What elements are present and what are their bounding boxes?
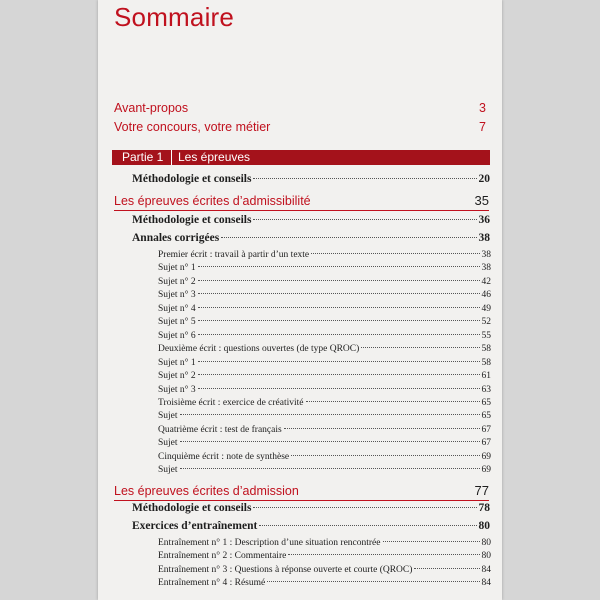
toc-entry-label: Quatrième écrit : test de français	[158, 424, 282, 435]
section-rule	[114, 500, 489, 501]
toc-entry-page: 80	[481, 551, 491, 562]
leader	[221, 237, 476, 238]
leader	[288, 554, 479, 555]
toc-entry-label: Exercices d’entraînement	[132, 520, 258, 532]
toc-entry[interactable]	[132, 232, 490, 244]
toc-entry-label: Sujet n° 5	[158, 317, 196, 328]
toc-entry[interactable]	[158, 411, 491, 421]
toc-entry-label: Cinquième écrit : note de synthèse	[158, 451, 290, 462]
toc-entry-label: Entraînement n° 4 : Résumé	[158, 578, 266, 589]
toc-entry[interactable]	[158, 277, 491, 287]
leader	[180, 441, 480, 442]
toc-entry-page: 55	[481, 330, 491, 341]
leader	[259, 525, 476, 526]
leader	[284, 428, 480, 429]
toc-entry-page: 80	[478, 520, 490, 532]
toc-entry[interactable]	[158, 317, 491, 327]
toc-entry-label: Sujet n° 6	[158, 330, 196, 341]
toc-entry-label: Méthodologie et conseils	[132, 502, 252, 514]
toc-entry-page: 38	[481, 263, 491, 274]
toc-entry-label: Sujet n° 1	[158, 263, 196, 274]
toc-entry-page: 42	[481, 276, 491, 287]
section-heading[interactable]	[114, 193, 489, 208]
toc-entry-page: 63	[481, 384, 491, 395]
leader	[198, 388, 480, 389]
leader	[291, 455, 479, 456]
toc-entry[interactable]	[158, 344, 491, 354]
toc-entry[interactable]	[158, 438, 491, 448]
section-page: 35	[474, 193, 489, 208]
toc-entry[interactable]	[158, 371, 491, 381]
toc-entry-label: Annales corrigées	[132, 232, 220, 244]
toc-entry-page: 69	[481, 465, 491, 476]
toc-page	[98, 0, 502, 600]
toc-entry-label: Sujet	[158, 411, 178, 422]
leader	[198, 334, 480, 335]
section-heading[interactable]	[114, 483, 489, 498]
leader	[267, 581, 479, 582]
toc-entry-page: 67	[481, 438, 491, 449]
toc-entry-page: 80	[481, 538, 491, 548]
leader	[198, 307, 480, 308]
toc-entry-page: 20	[478, 173, 490, 185]
toc-entry-page: 69	[481, 451, 491, 462]
toc-entry[interactable]	[158, 425, 491, 435]
toc-entry[interactable]	[132, 520, 490, 532]
toc-entry-label: Sujet n° 3	[158, 290, 196, 301]
leader	[383, 541, 480, 542]
toc-entry[interactable]	[158, 331, 491, 341]
toc-entry-page: 67	[481, 424, 491, 435]
toc-entry[interactable]	[158, 358, 491, 368]
section-page: 77	[474, 483, 489, 498]
toc-entry-label: Entraînement n° 2 : Commentaire	[158, 551, 287, 562]
part-number: Partie 1	[122, 150, 164, 164]
leader	[253, 507, 476, 508]
toc-entry-page: 78	[478, 502, 490, 514]
toc-entry-page: 3	[479, 101, 486, 115]
page-title: Sommaire	[114, 2, 235, 32]
toc-entry-label: Méthodologie et conseils	[132, 214, 252, 226]
toc-entry[interactable]	[158, 551, 491, 561]
toc-entry-label: Entraînement n° 3 : Questions à réponse ouverte et courte (QROC)	[158, 564, 413, 575]
toc-entry[interactable]	[158, 263, 491, 273]
toc-entry-label: Méthodologie et conseils	[132, 173, 252, 185]
leader	[198, 374, 480, 375]
toc-entry-page: 38	[478, 232, 490, 244]
toc-entry-page: 36	[478, 214, 490, 226]
toc-entry-label: Troisième écrit : exercice de créativité	[158, 397, 304, 408]
toc-entry[interactable]	[158, 578, 491, 588]
part-banner	[112, 150, 490, 165]
toc-entry-label: Votre concours, votre métier	[114, 120, 271, 134]
toc-entry[interactable]	[158, 385, 491, 395]
toc-entry-page: 58	[481, 344, 491, 355]
leader	[253, 178, 476, 179]
leader	[180, 468, 480, 469]
toc-entry[interactable]	[158, 398, 491, 408]
toc-entry-method[interactable]	[132, 173, 490, 185]
toc-entry-page: 58	[481, 357, 491, 368]
toc-entry[interactable]	[158, 565, 491, 575]
toc-entry-label: Entraînement n° 1 : Description d’une situation rencontrée	[158, 538, 381, 548]
part-name: Les épreuves	[178, 150, 251, 164]
toc-entry-label: Sujet n° 2	[158, 276, 196, 287]
toc-entry[interactable]	[158, 452, 491, 462]
toc-entry[interactable]	[132, 214, 490, 226]
toc-entry-label: Sujet n° 3	[158, 384, 196, 395]
toc-entry-front[interactable]	[114, 101, 486, 115]
leader	[198, 280, 480, 281]
toc-entry[interactable]	[132, 502, 490, 514]
part-separator	[171, 150, 172, 165]
leader	[253, 219, 476, 220]
leader	[414, 568, 479, 569]
toc-entry-label: Premier écrit : travail à partir d’un texte	[158, 250, 310, 260]
leader	[198, 361, 480, 362]
section-title: Les épreuves écrites d’admissibilité	[114, 194, 311, 208]
toc-entry-label: Sujet n° 4	[158, 303, 196, 314]
toc-entry-page: 52	[481, 317, 491, 328]
toc-entry-page: 38	[481, 250, 491, 260]
toc-entry[interactable]	[158, 290, 491, 300]
toc-entry-label: Avant-propos	[114, 101, 189, 115]
leader	[306, 401, 480, 402]
toc-entry[interactable]	[158, 465, 491, 475]
leader	[361, 347, 479, 348]
toc-entry[interactable]	[158, 250, 491, 260]
toc-entry[interactable]	[158, 538, 491, 548]
leader	[198, 266, 480, 267]
toc-entry[interactable]	[158, 304, 491, 314]
toc-entry-page: 61	[481, 371, 491, 382]
toc-entry-page: 65	[481, 411, 491, 422]
toc-entry-page: 46	[481, 290, 491, 301]
toc-entry-page: 84	[481, 578, 491, 589]
section-rule	[114, 210, 489, 211]
section-title: Les épreuves écrites d’admission	[114, 484, 299, 498]
leader	[198, 293, 480, 294]
toc-entry-front[interactable]	[114, 120, 486, 134]
toc-entry-label: Sujet	[158, 438, 178, 449]
toc-entry-label: Sujet n° 2	[158, 371, 196, 382]
leader	[180, 414, 480, 415]
toc-entry-page: 84	[481, 564, 491, 575]
toc-entry-label: Deuxième écrit : questions ouvertes (de type QROC)	[158, 344, 360, 355]
leader	[198, 320, 480, 321]
toc-entry-page: 49	[481, 303, 491, 314]
toc-entry-page: 65	[481, 397, 491, 408]
leader	[311, 253, 479, 254]
toc-entry-label: Sujet n° 1	[158, 357, 196, 368]
toc-entry-label: Sujet	[158, 465, 178, 476]
toc-entry-page: 7	[479, 120, 486, 134]
